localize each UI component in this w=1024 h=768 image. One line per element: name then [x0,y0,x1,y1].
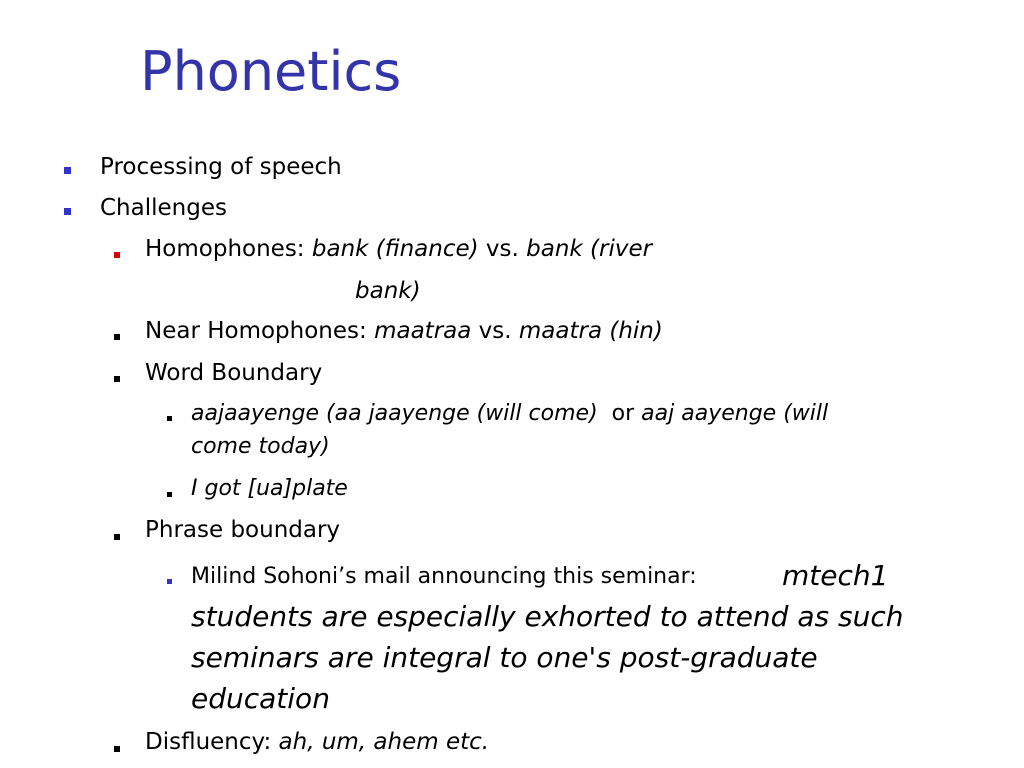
homophones-example-2-cont: bank) [355,278,421,304]
bullet-icon [114,334,120,340]
word-boundary-example-1b: aaj aayenge (will [641,401,829,426]
quote-line-4: education [191,682,330,715]
near-homophones-example-1: maatraa [374,318,472,344]
bullet-icon [64,167,71,174]
word-boundary-or: or [611,401,635,426]
quote-start: mtech1 [782,559,889,592]
bullet-icon [114,534,120,540]
word-boundary-example-2: I got [ua]plate [191,476,348,501]
quote-line-3: seminars are integral to one's post-graduate [191,641,818,674]
word-boundary-example-1c: come today) [191,434,330,459]
word-boundary-example-1 [191,401,828,426]
homophones-vs: vs. [478,236,527,262]
homophones-example-1: bank (finance) [311,236,479,262]
near-homophones-example-2: maatra (hin) [518,318,663,344]
bullet-challenges: Challenges [100,195,227,221]
disfluency-examples: ah, um, ahem etc. [278,729,490,755]
bullet-processing: Processing of speech [100,154,342,180]
disfluency-label: Disfluency: [145,729,279,755]
homophones-example-2: bank (river [526,236,653,262]
bullet-icon [64,208,71,215]
word-boundary-example-1a: aajaayenge (aa jaayenge (will come) [191,401,598,426]
near-homophones-item [145,318,663,344]
bullet-icon [167,416,172,421]
disfluency-item [145,729,489,755]
bullet-icon [167,579,172,584]
quote-line-2: students are especially exhorted to attend as such [191,600,904,633]
phrase-boundary-mail: Milind Sohoni’s mail announcing this seminar: [191,564,697,589]
word-boundary-label: Word Boundary [145,360,323,386]
bullet-icon [114,376,120,382]
homophones-item [145,236,652,262]
bullet-icon [114,746,120,752]
near-homophones-vs: vs. [471,318,519,344]
bullet-icon [114,252,120,258]
slide-title: Phonetics [140,40,402,103]
phrase-boundary-label: Phrase boundary [145,517,341,543]
homophones-label: Homophones: [145,236,312,262]
near-homophones-label: Near Homophones: [145,318,375,344]
bullet-icon [167,492,172,497]
